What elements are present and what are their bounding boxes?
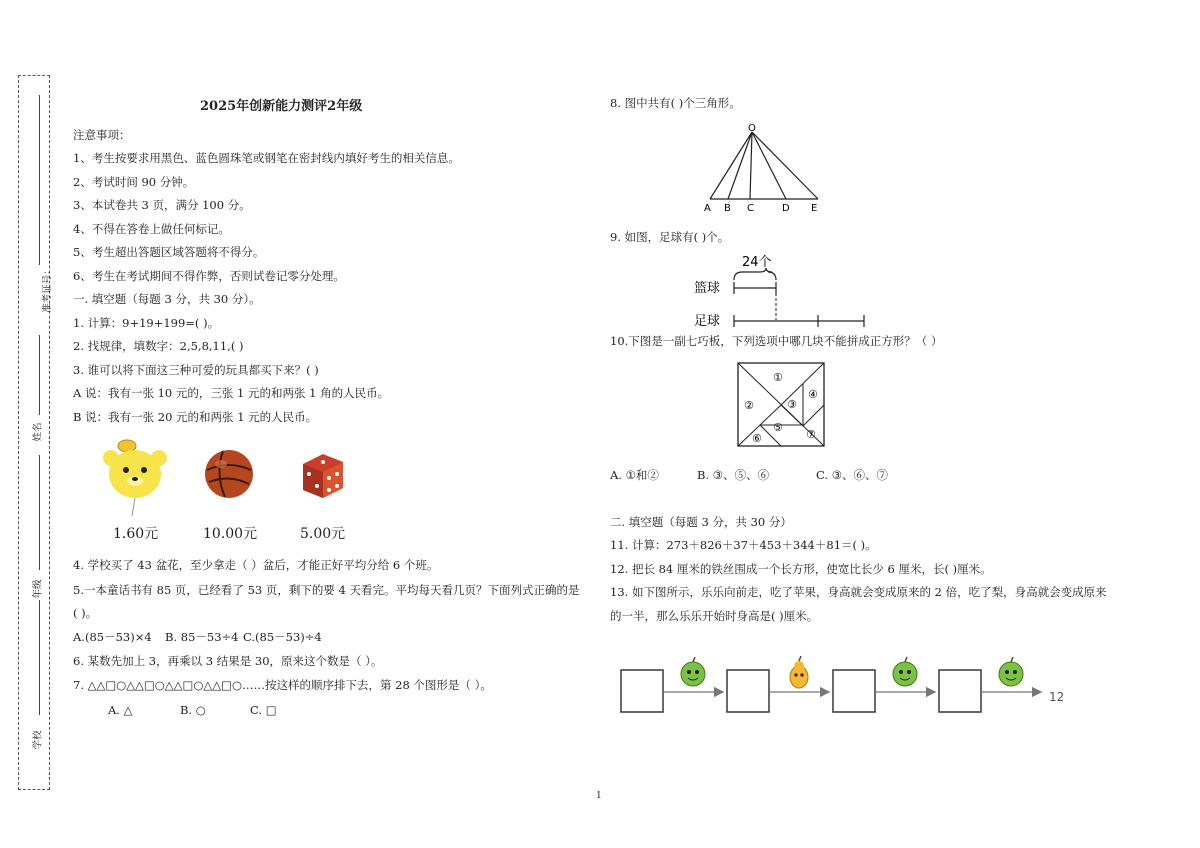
notice-6: 6、考生在考试期间不得作弊，否则试卷记零分处理。: [73, 269, 345, 283]
piece-1: ①: [773, 371, 783, 384]
dice-image: [297, 450, 349, 502]
point-label-d: D: [782, 203, 790, 214]
question-5-line-2: ( )。: [73, 606, 98, 620]
point-label-b: B: [724, 203, 731, 214]
question-6: 6. 某数先加上 3，再乘以 3 结果是 30，原来这个数是（ ）。: [73, 654, 383, 668]
basketball-image: [203, 448, 255, 500]
question-8: 8. 图中共有( )个三角形。: [610, 96, 741, 110]
piece-2: ②: [744, 399, 754, 412]
section-2-header: 二. 填空题（每题 3 分，共 30 分）: [610, 515, 792, 529]
question-5-option-c: C.(85－53)÷4: [243, 630, 322, 644]
height-flow-diagram: [615, 652, 1085, 722]
notice-4: 4、不得在答卷上做任何标记。: [73, 222, 230, 236]
piece-6: ⑥: [752, 432, 762, 445]
question-9: 9. 如图，足球有( )个。: [610, 230, 730, 244]
count-label: 24个: [742, 255, 772, 270]
price-basketball: 10.00元: [203, 526, 258, 542]
notice-1: 1、考生按要求用黑色、蓝色圆珠笔或钢笔在密封线内填好考生的相关信息。: [73, 151, 460, 165]
page-title: 2025年创新能力测评2年级: [200, 99, 363, 114]
point-label-a: A: [704, 203, 711, 214]
end-value: 12: [1049, 690, 1065, 704]
question-4: 4. 学校买了 43 盆花，至少拿走（ ）盆后，才能正好平均分给 6 个班。: [73, 558, 439, 572]
price-dice: 5.00元: [300, 526, 346, 542]
question-7-option-a: A. △: [108, 703, 133, 717]
question-5-line-1: 5.一本童话书有 85 页，已经看了 53 页，剩下的要 4 天看完。平均每天看几页？下面列式正确的是: [73, 583, 580, 597]
apple-icon-2: [893, 657, 917, 686]
triangle-figure: [700, 120, 830, 215]
question-7-option-b: B. ○: [180, 703, 206, 717]
question-3: 3. 谁可以将下面这三种可爱的玩具都买下来？( ): [73, 363, 319, 377]
question-10-option-c: C. ③、⑥、⑦: [816, 468, 889, 482]
question-10-option-a: A. ①和②: [610, 468, 659, 482]
question-10: 10.下图是一副七巧板，下列选项中哪几块不能拼成正方形？（ ）: [610, 334, 943, 348]
point-label-c: C: [747, 203, 754, 214]
exam-number-line: [39, 95, 40, 265]
question-2: 2. 找规律，填数字：2,5,8,11,( ): [73, 339, 244, 353]
notice-2: 2、考试时间 90 分钟。: [73, 175, 195, 189]
piece-3: ③: [787, 398, 797, 411]
pear-icon: [790, 656, 808, 688]
piece-7: ⑦: [806, 428, 816, 441]
grade-label: 年级: [32, 579, 44, 599]
piece-4: ④: [808, 388, 818, 401]
question-5-option-b: B. 85－53÷4: [165, 630, 239, 644]
question-13-line-2: 的一半，那么乐乐开始时身高是( )厘米。: [610, 609, 819, 623]
question-3-b: B 说：我有一张 20 元的和两张 1 元的人民币。: [73, 410, 318, 424]
page-number: 1: [596, 791, 602, 801]
section-1-header: 一. 填空题（每题 3 分，共 30 分）。: [73, 292, 261, 306]
question-7: 7. △△□○△△□○△△□○△△□○……按这样的顺序排下去，第 28 个图形是（ ）。: [73, 678, 492, 692]
grade-line: [39, 455, 40, 570]
basketball-row-label: 篮球: [694, 281, 721, 296]
bear-balloon-image: [100, 438, 170, 518]
piece-5: ⑤: [773, 421, 783, 434]
box-2: [727, 670, 769, 712]
question-1: 1. 计算：9+19+199=( )。: [73, 316, 220, 330]
question-5-option-a: A.(85－53)×4: [73, 630, 152, 644]
exam-number-label: 准考证号：: [41, 265, 53, 313]
name-line: [39, 335, 40, 415]
point-label-e: E: [811, 203, 818, 214]
question-3-a: A 说：我有一张 10 元的，三张 1 元的和两张 1 角的人民币。: [73, 386, 390, 400]
notice-3: 3、本试卷共 3 页，满分 100 分。: [73, 198, 251, 212]
price-bear: 1.60元: [113, 526, 159, 542]
box-4: [939, 670, 981, 712]
notice-header: 注意事项：: [73, 128, 131, 142]
question-7-option-c: C. □: [250, 703, 277, 717]
box-3: [833, 670, 875, 712]
football-row-label: 足球: [694, 314, 721, 329]
question-12: 12. 把长 84 厘米的铁丝围成一个长方形，使宽比长少 6 厘米，长( )厘米。: [610, 562, 992, 576]
apple-icon-3: [999, 657, 1023, 686]
apple-icon-1: [681, 657, 705, 686]
name-label: 姓名: [32, 422, 44, 442]
point-label-o: O: [748, 123, 756, 134]
school-label: 学校: [32, 730, 44, 750]
box-start: [621, 670, 663, 712]
question-11: 11. 计算：273＋826＋37＋453＋344＋81＝( )。: [610, 538, 877, 552]
notice-5: 5、考生超出答题区域答题将不得分。: [73, 245, 265, 259]
question-13-line-1: 13. 如下图所示，乐乐向前走，吃了苹果，身高就会变成原来的 2 倍，吃了梨，身高就会变成原来: [610, 585, 1107, 599]
tangram-figure: [735, 361, 827, 449]
question-10-option-b: B. ③、⑤、⑥: [697, 468, 770, 482]
ball-comparison-diagram: [688, 252, 868, 332]
school-line: [39, 600, 40, 715]
